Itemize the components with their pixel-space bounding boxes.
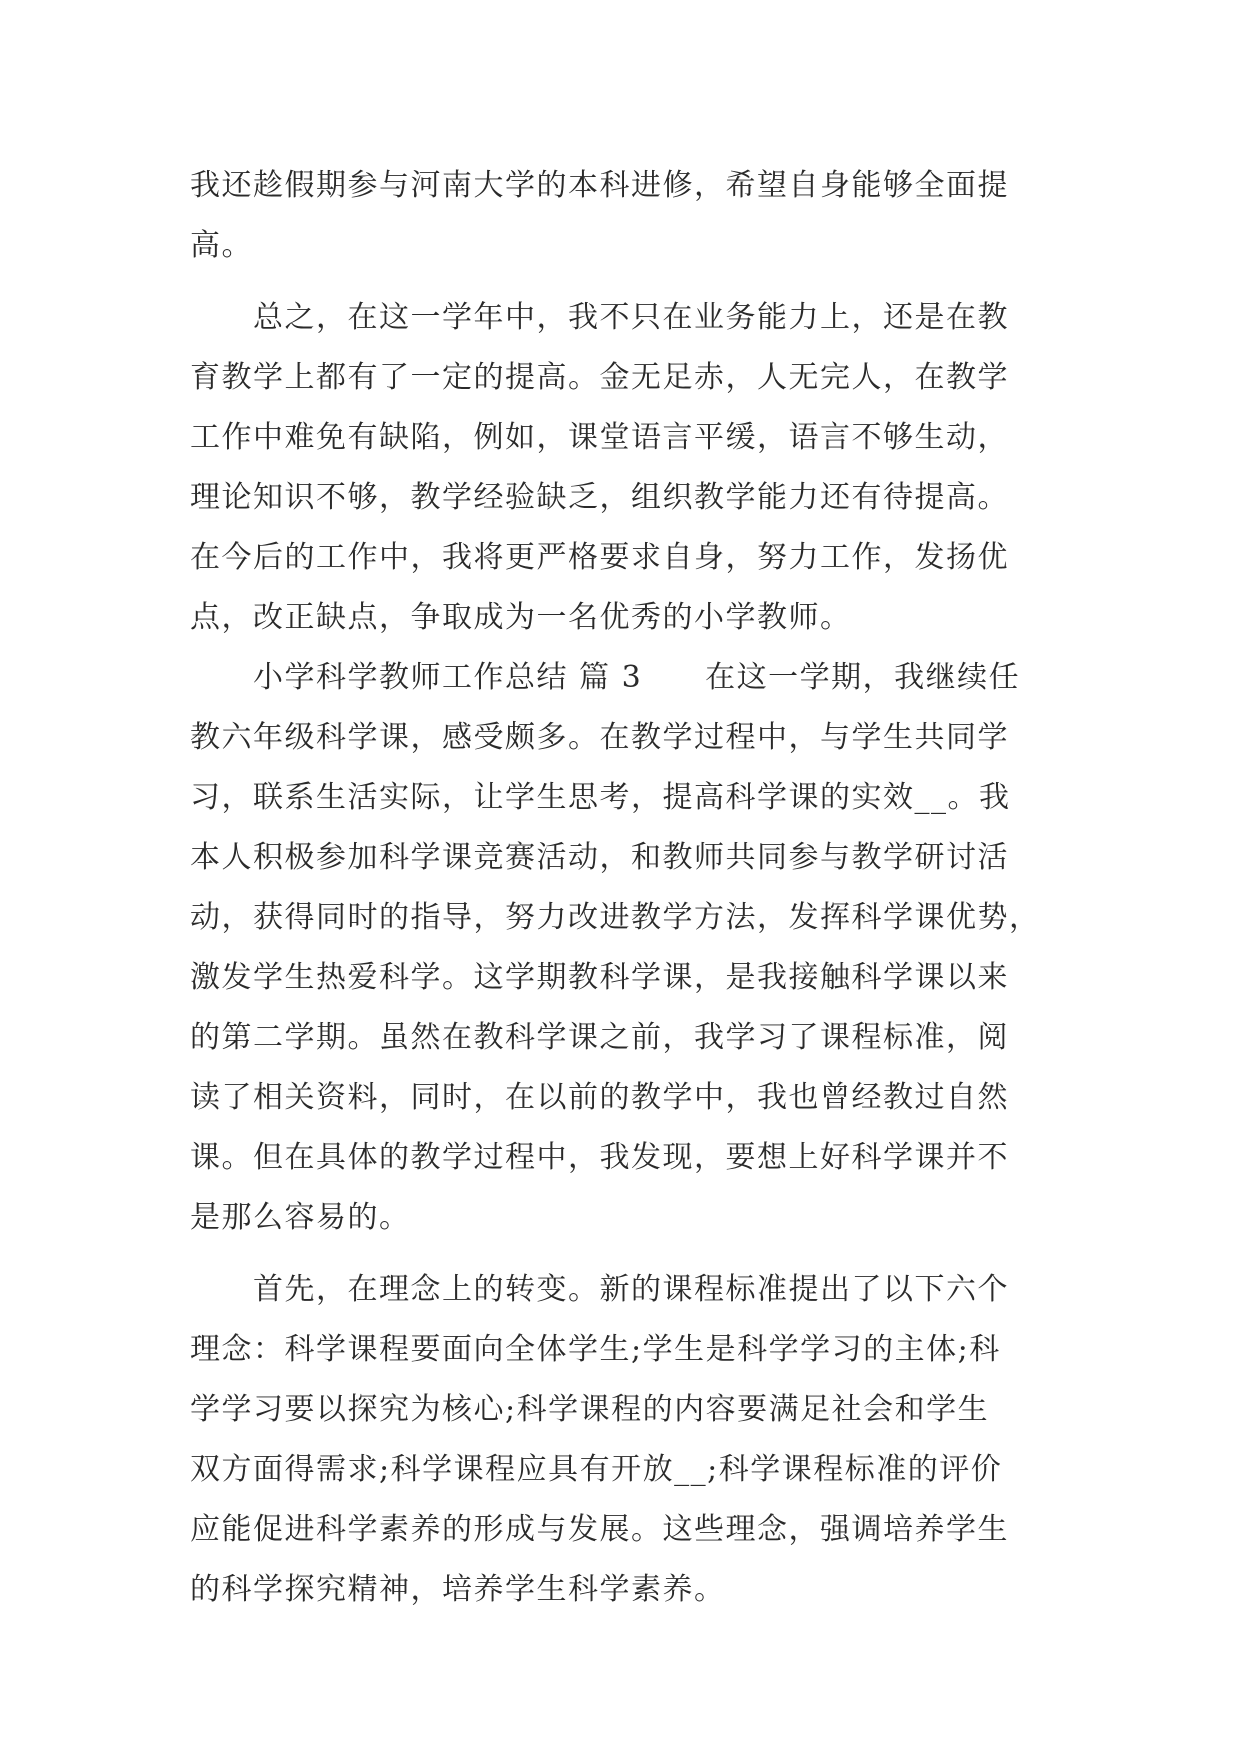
text-line: 育教学上都有了一定的提高。金无足赤，人无完人，在教学 [190, 360, 1009, 395]
text-line: 课。但在具体的教学过程中，我发现，要想上好科学课并不 [190, 1140, 1009, 1175]
text-line: 的科学探究精神，培养学生科学素养。 [190, 1572, 726, 1607]
text-line: 激发学生热爱科学。这学期教科学课，是我接触科学课以来 [190, 960, 1009, 995]
text-line: 教六年级科学课，感受颇多。在教学过程中，与学生共同学 [190, 720, 1009, 755]
text-line: 应能促进科学素养的形成与发展。这些理念，强调培养学生 [190, 1512, 1009, 1547]
text-line: 我还趁假期参与河南大学的本科进修，希望自身能够全面提 [190, 168, 1009, 203]
text-line: 理论知识不够，教学经验缺乏，组织教学能力还有待提高。 [190, 480, 1009, 515]
text-line: 的第二学期。虽然在教科学课之前，我学习了课程标准，阅 [190, 1020, 1009, 1055]
paragraph-gap [190, 276, 1050, 288]
text-line: 动，获得同时的指导，努力改进教学方法，发挥科学课优势， [190, 900, 1041, 935]
text-line: 是那么容易的。 [190, 1200, 411, 1235]
text-line: 本人积极参加科学课竞赛活动，和教师共同参与教学研讨活 [190, 840, 1009, 875]
text-line: 首先，在理念上的转变。新的课程标准提出了以下六个 [190, 1272, 1009, 1307]
text-line: 学学习要以探究为核心;科学课程的内容要满足社会和学生 [190, 1392, 990, 1427]
text-line: 习，联系生活实际，让学生思考，提高科学课的实效__。我 [190, 780, 1011, 815]
paragraph-gap [190, 1248, 1050, 1260]
text-line: 点，改正缺点，争取成为一名优秀的小学教师。 [190, 600, 852, 635]
text-line: 总之，在这一学年中，我不只在业务能力上，还是在教 [190, 300, 1009, 335]
document-body [190, 156, 1050, 1620]
section-heading-line: 小学科学教师工作总结 篇 3 在这一学期，我继续任 [190, 660, 1021, 695]
text-line: 双方面得需求;科学课程应具有开放__;科学课程标准的评价 [190, 1452, 1003, 1487]
text-line: 工作中难免有缺陷，例如，课堂语言平缓，语言不够生动， [190, 420, 1009, 455]
text-line: 读了相关资料，同时，在以前的教学中，我也曾经教过自然 [190, 1080, 1009, 1115]
text-line: 在今后的工作中，我将更严格要求自身，努力工作，发扬优 [190, 540, 1009, 575]
text-line: 理念：科学课程要面向全体学生;学生是科学学习的主体;科 [190, 1332, 1001, 1367]
text-line: 高。 [190, 228, 253, 263]
